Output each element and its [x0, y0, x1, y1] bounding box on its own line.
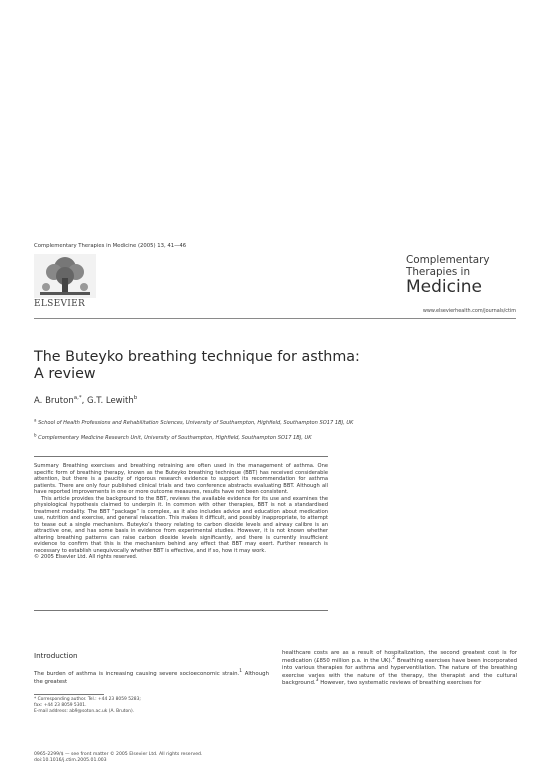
- author-1-marks: a,*: [73, 395, 82, 402]
- affiliation-b-mark: b: [34, 432, 37, 438]
- publisher-wordmark: ELSEVIER: [34, 299, 86, 309]
- section-heading-introduction: Introduction: [34, 651, 78, 660]
- abstract-paragraph-1: [34, 463, 328, 496]
- title-line-1: The Buteyko breathing technique for asthma:: [34, 349, 360, 365]
- intro-col2-text-1: healthcare costs are as a result of hospitalization, the second greatest cost is for medication (£850 million p.a. in the UK).: [282, 650, 517, 664]
- abstract-copyright: © 2005 Elsevier Ltd. All rights reserved.: [34, 554, 138, 560]
- title-line-2: A review: [34, 366, 96, 382]
- abstract-label: Summary: [34, 463, 59, 469]
- affiliation-a: [34, 417, 354, 427]
- intro-column-1: [34, 671, 269, 686]
- footnote-line-2: fax: +44 23 8059 5301.: [34, 703, 87, 708]
- abstract-bottom-divider: [34, 610, 328, 611]
- footnote-line-3: E-mail address: ab9@soton.ac.uk (A. Bruton).: [34, 709, 135, 714]
- affiliation-b: [34, 432, 354, 442]
- abstract: [34, 463, 328, 561]
- corresponding-author-footnote: [34, 697, 269, 715]
- abstract-top-divider: [34, 456, 328, 457]
- brand-line-3: Medicine: [406, 277, 482, 297]
- article-title: [34, 349, 434, 383]
- abstract-paragraph-2: This article provides the background to the BBT, reviews the available evidence for its use and examines the physiological hypothesis claimed to underpin it. In common with other therapies, BBT is not a standardised treatment modality. The BBT “package” is complex, as it also includes advice and education about medication use, nutrition and exercise, and general relaxation. This makes it difficult, and possibly inappropriate, to attempt to tease out a single mechanism. Buteyko’s theory relating to carbon dioxide levels and airway calibre is an attractive one, and has some basis in evidence from experimental studies. However, it is not known whether altering breathing patterns can raise carbon dioxide levels significantly, and there is currently insufficient evidence to confirm that this is the mechanism behind any effect that BBT may exert. Further research is necessary to establish unequivocally whether BBT is effective, and if so, how it may work.: [34, 495, 328, 554]
- header-divider: [34, 318, 516, 319]
- ref-1[interactable]: 1: [239, 669, 243, 675]
- ref-2[interactable]: 2: [392, 655, 396, 661]
- journal-website-link[interactable]: www.elsevierhealth.com/journals/ctim: [422, 308, 516, 314]
- author-1: A. Bruton: [34, 396, 74, 406]
- affiliation-a-text: School of Health Professions and Rehabilitation Sciences, University of Southampton, Highfield, Southampton SO17 1BJ, UK: [38, 420, 354, 426]
- issn-line: 0965-2299/$ — see front matter © 2005 Elsevier Ltd. All rights reserved.: [34, 752, 203, 757]
- intro-column-2: [282, 650, 517, 688]
- author-2-marks: b: [133, 395, 138, 402]
- footnote-line-1: * Corresponding author. Tel.: +44 23 8059 5283;: [34, 697, 141, 702]
- affiliation-b-text: Complementary Medicine Research Unit, University of Southampton, Highfield, Southampton SO17 1BJ, UK: [38, 435, 312, 441]
- doi-line[interactable]: doi:10.1016/j.ctim.2005.01.003: [34, 758, 107, 764]
- bottom-metadata: [34, 752, 202, 764]
- ref-3[interactable]: 3: [315, 678, 319, 684]
- journal-brand: [406, 254, 516, 297]
- intro-col1-tail: Although the greatest: [34, 671, 269, 685]
- intro-col2-text-2: Breathing exercises have been incorporated into various therapies for asthma and hyperventilation. The nature of the breathing exercise varies with the nature of the therapy, the therapist and the cultural background.: [282, 657, 517, 686]
- intro-col1-text: The burden of asthma is increasing causing severe socioeconomic strain.: [34, 671, 240, 677]
- journal-citation: Complementary Therapies in Medicine (2005) 13, 41—46: [34, 243, 187, 249]
- intro-col2-text-3: However, two systematic reviews of breathing exercises for: [318, 680, 482, 686]
- author-2: G.T. Lewith: [86, 396, 134, 406]
- author-list: [34, 396, 137, 406]
- brand-line-2: Therapies in: [406, 266, 471, 278]
- affiliation-a-mark: a: [34, 417, 37, 423]
- brand-line-1: Complementary: [406, 254, 490, 266]
- abstract-paragraph-1-text: Breathing exercises and breathing retraining are often used in the management of asthma. One specific form of breathing therapy, known as the Buteyko breathing technique (BBT) has received considerable attention, but there is a paucity of rigorous research evidence to support its recommendation for asthma patients. There are only four published clinical trials and two conference abstracts evaluating BBT. Although all have reported improvements in one or more outcome measures, results have not been consistent.: [34, 463, 328, 495]
- author-separator: ,: [81, 396, 87, 406]
- footnote-divider: [34, 694, 104, 695]
- elsevier-tree-logo: [34, 254, 96, 298]
